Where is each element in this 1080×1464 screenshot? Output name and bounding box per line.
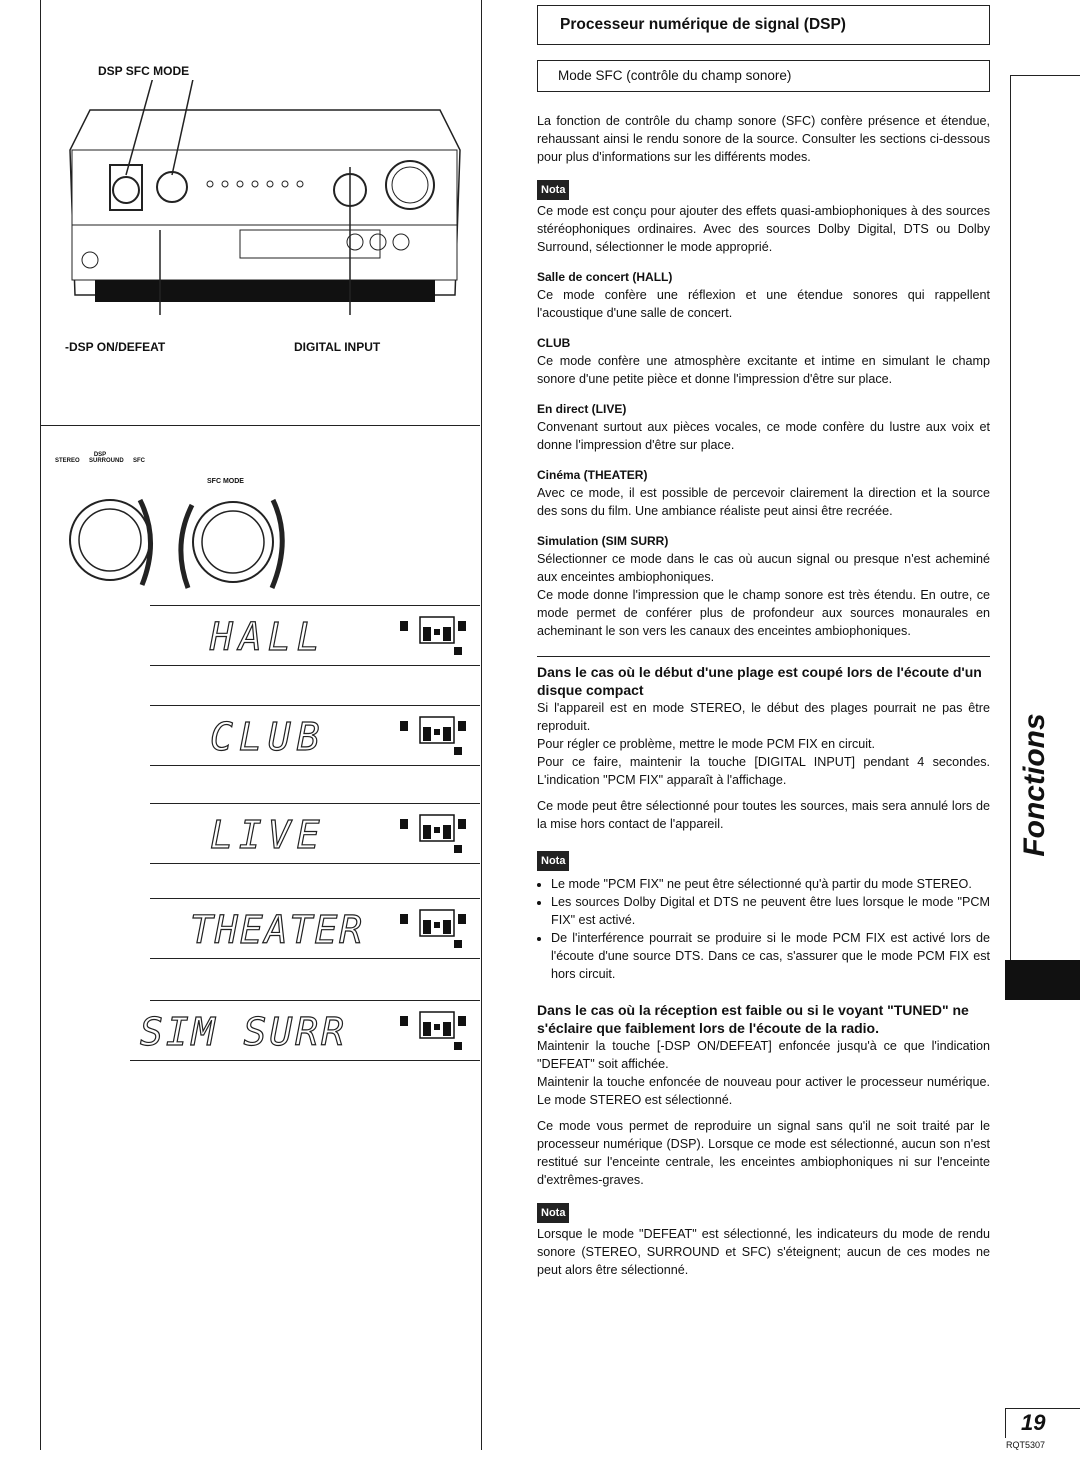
dsp-and-sfc-knobs-illustration bbox=[60, 490, 300, 590]
text-column bbox=[537, 0, 990, 1279]
cd-heading: Dans le cas où le début d'une plage est coupé lors de l'écoute d'un disque compact bbox=[537, 664, 982, 698]
nota-badge: Nota bbox=[537, 851, 569, 871]
cd-text-2: Pour régler ce problème, mettre le mode PCM FIX en circuit. bbox=[537, 737, 876, 751]
cd-text-4: Ce mode peut être sélectionné pour toutes les sources, mais sera annulé lors de la mise hors contact de l'appareil. bbox=[537, 799, 990, 831]
section-divider bbox=[537, 656, 990, 657]
mode-text-live: Convenant surtout aux pièces vocales, ce mode confère du lustre aux voix et donne l'impression d'être sur place. bbox=[537, 420, 990, 452]
nota-text: Ce mode est conçu pour ajouter des effets quasi-ambiophoniques à des sources stéréophoniques ordinaires. Avec des sources Dolby Digital, DTS ou Dolby Surround, sélectionner le mode approprié. bbox=[537, 204, 990, 254]
display-live: LIVE bbox=[150, 803, 480, 864]
indicator-sfc: SFC bbox=[133, 458, 145, 464]
side-tab-label: Fonctions bbox=[1018, 713, 1051, 857]
digital-input-label: DIGITAL INPUT bbox=[294, 340, 381, 354]
receiver-diagram-box bbox=[40, 0, 480, 426]
section-subtitle: Mode SFC (contrôle du champ sonore) bbox=[537, 60, 990, 92]
mode-title-hall: Salle de concert (HALL) bbox=[537, 270, 673, 284]
speaker-layout-icon bbox=[398, 805, 468, 863]
mode-text-sim-surr-2: Ce mode donne l'impression que le champ sonore est très étendu. En outre, ce mode permet de conférer plus de profondeur aux sources monaurales en acheminant le son vers les canaux des enceintes ambiophoniques. bbox=[537, 588, 990, 638]
display-theater: THEATER bbox=[150, 898, 480, 959]
mode-title-live: En direct (LIVE) bbox=[537, 402, 627, 416]
speaker-layout-icon bbox=[398, 607, 468, 665]
nota-badge: Nota bbox=[537, 1203, 569, 1223]
mode-text-club: Ce mode confère une atmosphère excitante et intime en simulant le champ sonore d'une petite pièce et donne l'impression d'être sur place. bbox=[537, 354, 990, 386]
list-item: • Le mode "PCM FIX" ne peut être sélectionné qu'à partir du mode STEREO. bbox=[551, 875, 990, 893]
radio-nota-text: Lorsque le mode "DEFEAT" est sélectionné, les indicateurs du mode de rendu sonore (STEREO, SURROUND et SFC) s'éteignent; aucun de ces modes ne peut alors être sélectionné. bbox=[537, 1227, 990, 1277]
dsp-sfc-mode-label: DSP SFC MODE bbox=[98, 64, 190, 78]
dsp-indicators bbox=[55, 452, 145, 464]
display-club: CLUB bbox=[150, 705, 480, 766]
cd-text-3: Pour ce faire, maintenir la touche [DIGITAL INPUT] pendant 4 secondes. L'indication "PCM FIX" apparaît à l'affichage. bbox=[537, 755, 990, 787]
cd-nota-list bbox=[537, 875, 990, 983]
intro-text: La fonction de contrôle du champ sonore (SFC) confère présence et étendue, rehaussant ainsi le rendu sonore de la source. Consulter les sections ci-dessous pour plus d'informations sur les différents modes. bbox=[537, 114, 990, 164]
radio-heading: Dans le cas où la réception est faible ou si le voyant "TUNED" ne s'éclaire que faiblement lors de l'écoute de la radio. bbox=[537, 1002, 969, 1036]
display-sim-surr: SIM SURR bbox=[130, 1000, 480, 1061]
dsp-indicator-label: DSP bbox=[93, 452, 107, 458]
cd-text-1: Si l'appareil est en mode STEREO, le début des plages pourrait ne pas être reproduit. bbox=[537, 701, 990, 733]
radio-text-3: Ce mode vous permet de reproduire un signal sans qu'il ne soit traité par le processeur numérique (DSP). Lorsque ce mode est sélectionné, aucun son n'est restitué sur l'enceinte centrale, les enceintes ambiophoniques ni sur l'enceinte d'extrêmes-graves. bbox=[537, 1119, 990, 1187]
radio-text-2: Maintenir la touche enfoncée de nouveau pour activer le processeur numérique. Le mode STEREO est sélectionné. bbox=[537, 1075, 990, 1107]
indicator-surround: SURROUND bbox=[89, 458, 124, 464]
speaker-layout-icon bbox=[398, 1002, 468, 1060]
mode-text-hall: Ce mode confère une réflexion et une étendue sonores qui rappellent l'acoustique d'une salle de concert. bbox=[537, 288, 990, 320]
section-title: Processeur numérique de signal (DSP) bbox=[537, 5, 990, 45]
sfc-mode-knob-label: SFC MODE bbox=[207, 478, 244, 485]
mode-title-sim-surr: Simulation (SIM SURR) bbox=[537, 534, 669, 548]
page-number: 19 bbox=[1005, 1408, 1080, 1438]
speaker-layout-icon bbox=[398, 707, 468, 765]
speaker-layout-icon bbox=[398, 900, 468, 958]
mode-title-club: CLUB bbox=[537, 336, 571, 350]
mode-title-theater: Cinéma (THEATER) bbox=[537, 468, 648, 482]
display-hall: HALL bbox=[150, 605, 480, 666]
list-item: • De l'interférence pourrait se produire si le mode PCM FIX est activé lors de l'écoute d'une source DTS. Dans ce cas, s'assurer que le mode PCM FIX est hors circuit. bbox=[551, 929, 990, 983]
dsp-on-defeat-label: -DSP ON/DEFEAT bbox=[65, 340, 166, 354]
side-tab-marker bbox=[1005, 960, 1080, 1000]
list-item: • Les sources Dolby Digital et DTS ne peuvent être lues lorsque le mode "PCM FIX" est activé. bbox=[551, 893, 990, 929]
radio-text-1: Maintenir la touche [-DSP ON/DEFEAT] enfoncée jusqu'à ce que l'indication "DEFEAT" soit affichée. bbox=[537, 1039, 990, 1071]
document-code: RQT5307 bbox=[1006, 1440, 1046, 1450]
receiver-front-panel-illustration bbox=[60, 80, 470, 320]
indicator-stereo: STEREO bbox=[55, 458, 80, 464]
mode-text-theater: Avec ce mode, il est possible de percevoir clairement la direction et la source des sons du film. Une ambiance réaliste peut ainsi être recréée. bbox=[537, 486, 990, 518]
nota-badge: Nota bbox=[537, 180, 569, 200]
mode-text-sim-surr: Sélectionner ce mode dans le cas où aucun signal ou presque n'est acheminé aux enceintes ambiophoniques. bbox=[537, 552, 990, 584]
